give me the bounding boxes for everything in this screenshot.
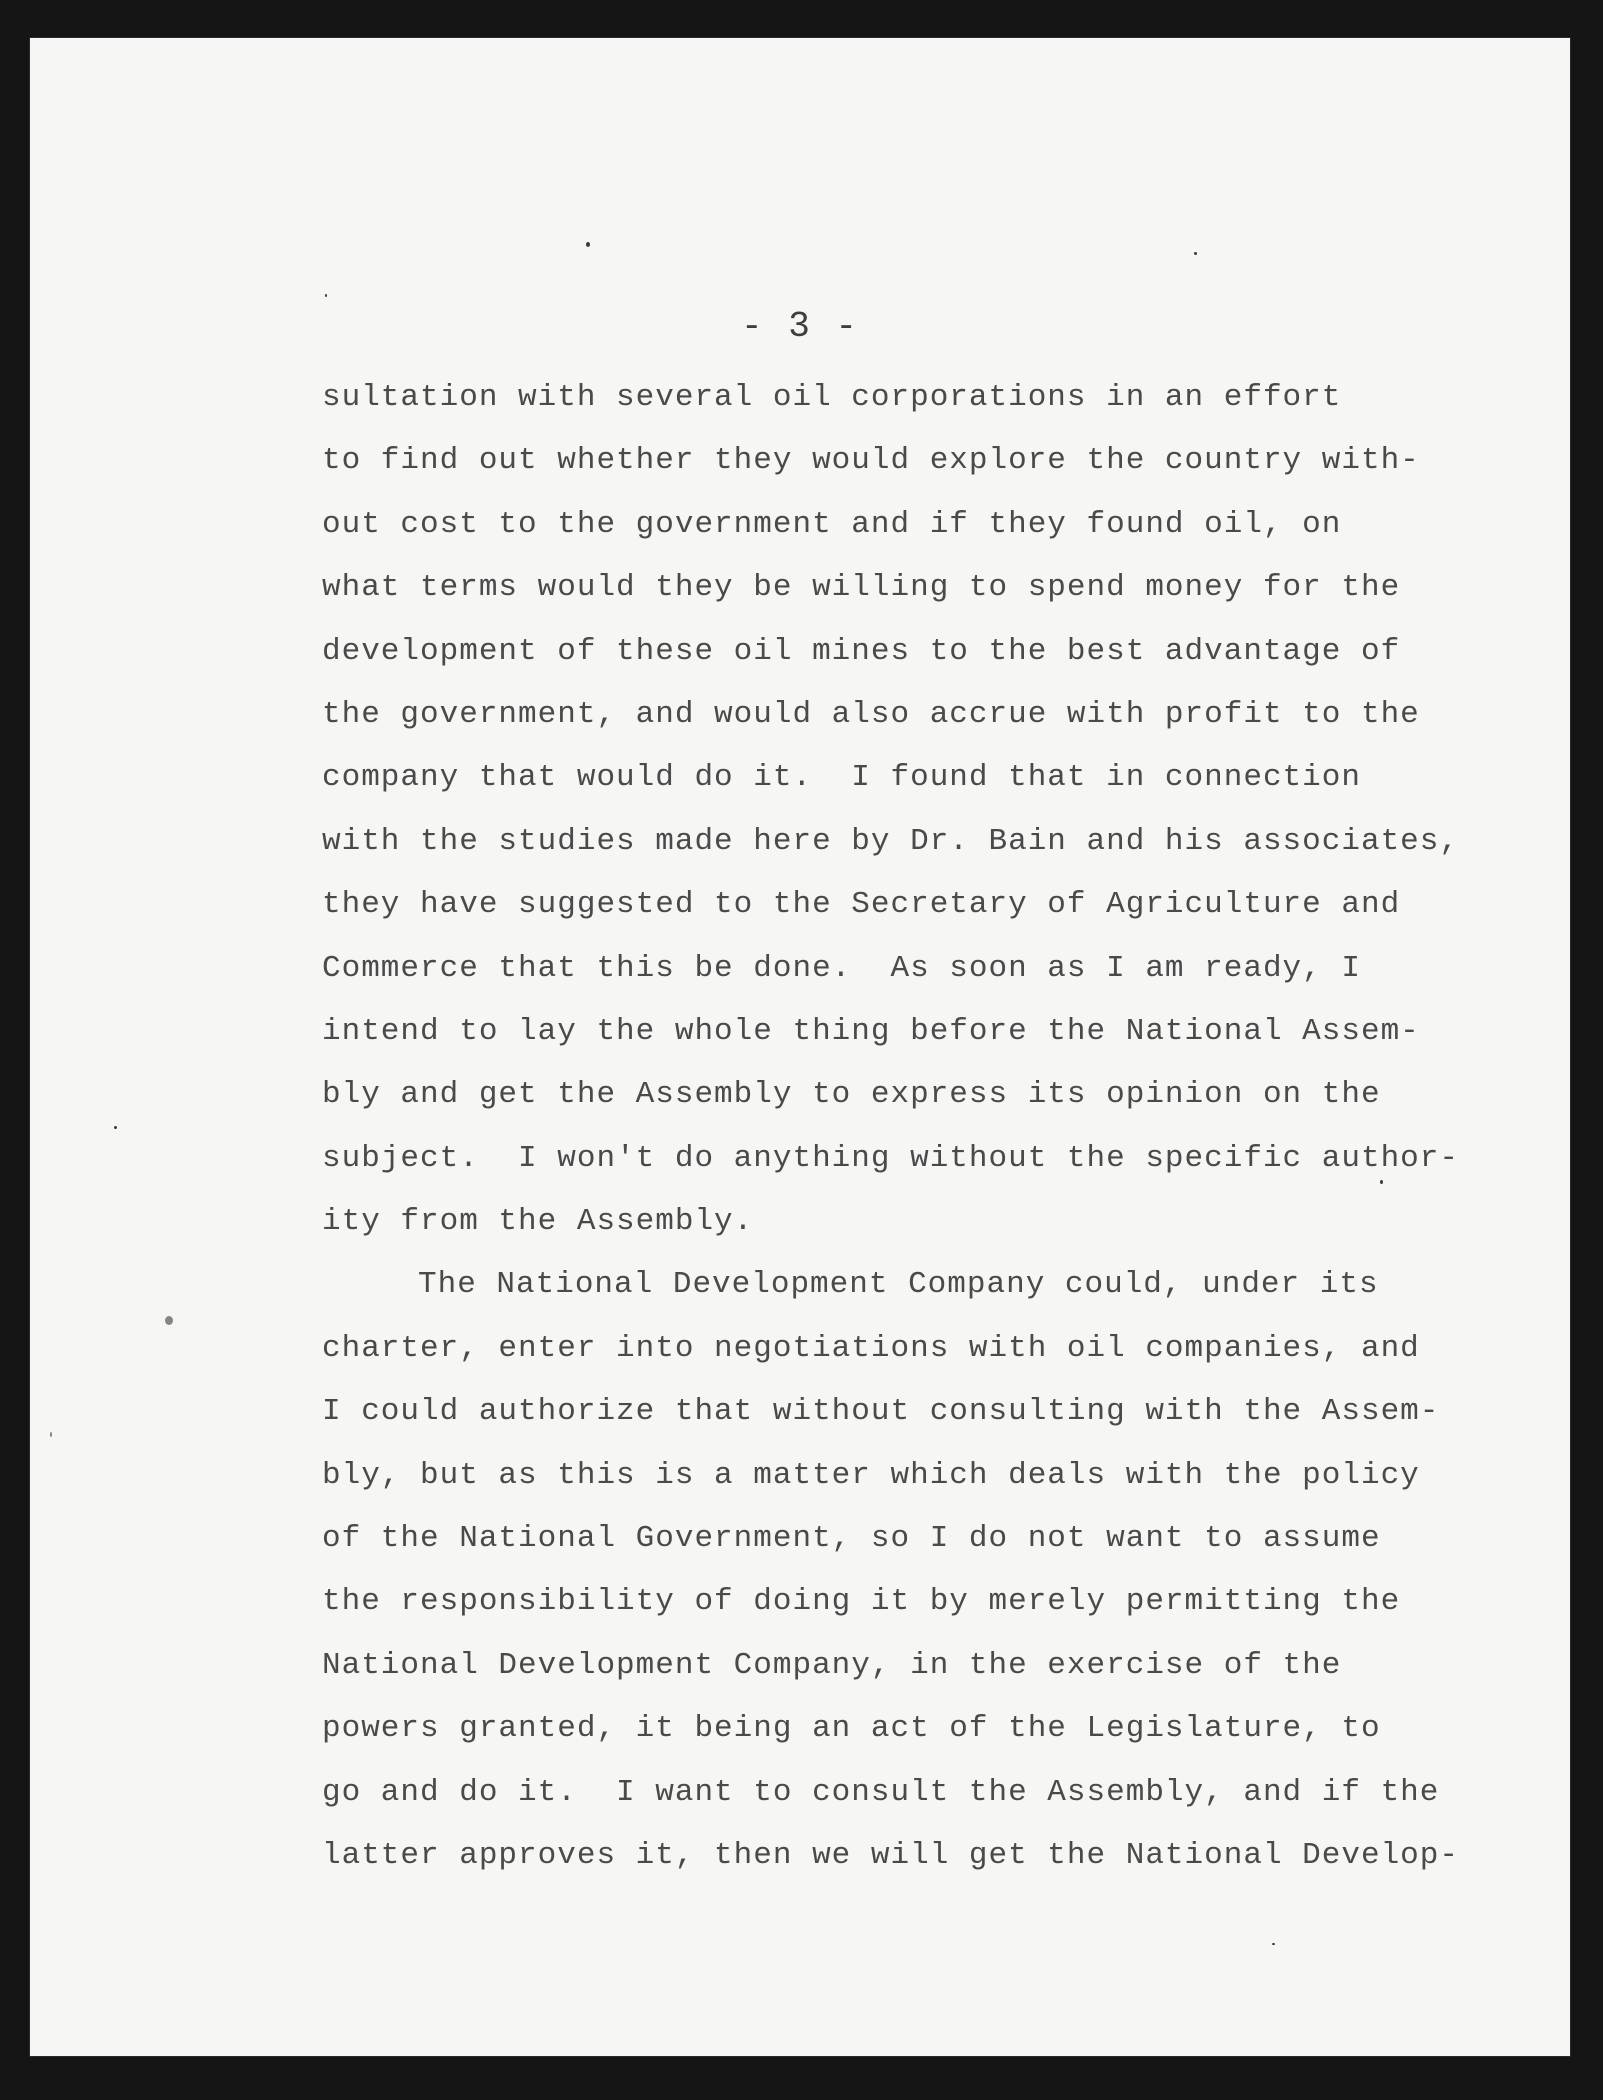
scan-speck: [325, 294, 327, 297]
text-line-11: intend to lay the whole thing before the National Assem-: [322, 1013, 1420, 1049]
text-line-1: sultation with several oil corporations in an effort: [322, 380, 1342, 415]
text-line-13: subject. I won't do anything without the specific author-: [322, 1140, 1459, 1176]
text-line-20: the responsibility of doing it by merely permitting the: [322, 1584, 1401, 1620]
text-line-8: with the studies made here by Dr. Bain and his associates,: [322, 823, 1459, 859]
text-line-16: charter, enter into negotiations with oil companies, and: [322, 1330, 1420, 1366]
text-line-14: ity from the Assembly.: [322, 1204, 754, 1240]
scan-speck: [1194, 252, 1197, 255]
text-line-22: powers granted, it being an act of the Legislature, to: [322, 1711, 1381, 1747]
text-line-10: Commerce that this be done. As soon as I am ready, I: [322, 950, 1361, 986]
scan-speck: [114, 1126, 117, 1129]
text-line-5: development of these oil mines to the best advantage of: [322, 633, 1401, 669]
text-line-9: they have suggested to the Secretary of Agriculture and: [322, 887, 1401, 923]
text-line-19: of the National Government, so I do not want to assume: [322, 1521, 1381, 1557]
scan-speck: [165, 1316, 173, 1325]
text-line-24: latter approves it, then we will get the National Develop-: [322, 1837, 1459, 1873]
scan-speck: [1272, 1943, 1275, 1945]
text-line-17: I could authorize that without consulting with the Assem-: [322, 1394, 1440, 1430]
text-line-6: the government, and would also accrue with profit to the: [322, 696, 1420, 732]
text-line-7: company that would do it. I found that in connection: [322, 760, 1361, 796]
text-line-4: what terms would they be willing to spend money for the: [322, 570, 1401, 606]
text-line-23: go and do it. I want to consult the Assembly, and if the: [322, 1774, 1440, 1810]
page-number: - 3 -: [740, 306, 860, 347]
scan-speck: [1380, 1180, 1383, 1184]
body-text: [322, 366, 1462, 1887]
scan-speck: [586, 242, 590, 247]
text-line-15: The National Development Company could, under its: [418, 1267, 1379, 1303]
text-line-12: bly and get the Assembly to express its opinion on the: [322, 1077, 1381, 1113]
text-line-21: National Development Company, in the exercise of the: [322, 1647, 1342, 1683]
text-line-18: bly, but as this is a matter which deals with the policy: [322, 1457, 1420, 1493]
text-line-2: to find out whether they would explore the country with-: [322, 443, 1420, 479]
scan-speck: [50, 1432, 52, 1437]
document-page: [30, 38, 1570, 2056]
text-line-3: out cost to the government and if they found oil, on: [322, 506, 1342, 542]
